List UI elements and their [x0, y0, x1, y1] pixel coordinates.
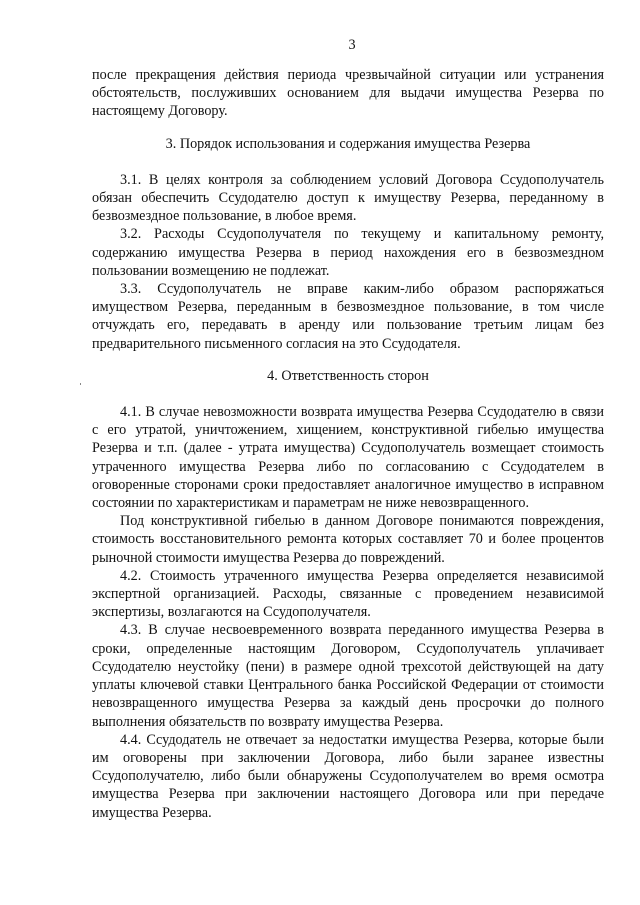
section-4-heading: 4. Ответственность сторон	[267, 367, 429, 384]
spacer	[92, 121, 604, 135]
page-number: 3	[348, 37, 356, 53]
clause-4-4: 4.4. Ссудодатель не отвечает за недостатки имущества Резерва, которые были им оговорены при заключении Договора, либо были заранее известны Ссудополучателю, либо были обнаружены Ссудополучателем во время осмотра имущества Резерва при заключении настоящего Договора или при передаче имущества Резерва.	[92, 731, 604, 821]
margin-mark	[80, 383, 81, 385]
clause-4-1: 4.1. В случае невозможности возврата имущества Резерва Ссудодателю в связи с его утратой, уничтожением, хищением, конструктивной гибелью имущества Резерва и т.п. (далее - утрата имущества) Ссудополучатель возмещает стоимость утраченного имущества Резерва либо по согласованию с Ссудодателем в оговоренные сторонами сроки предоставляет аналогичное имущество в исправном состоянии по характеристикам и параметрам не ниже невозвращенного.	[92, 404, 604, 512]
spacer	[92, 353, 604, 367]
clause-4-1-definition: Под конструктивной гибелью в данном Договоре понимаются повреждения, стоимость восстановительного ремонта которых составляет 70 и более процентов рыночной стоимости имущества Резерва до повреждений.	[92, 513, 604, 566]
spacer	[92, 153, 604, 171]
clause-3-2: 3.2. Расходы Ссудополучателя по текущему и капитальному ремонту, содержанию имущества Резерва в период нахождения его в безвозмездном пользовании возмещению не подлежат.	[92, 226, 604, 279]
document-page	[92, 36, 604, 822]
spacer	[92, 385, 604, 403]
section-3-heading: 3. Порядок использования и содержания имущества Резерва	[165, 135, 531, 152]
clause-4-2: 4.2. Стоимость утраченного имущества Резерва определяется независимой экспертной организацией. Расходы, связанные с проведением независимой экспертизы, возлагаются на Ссудополучателя.	[92, 567, 604, 621]
clause-3-3: 3.3. Ссудополучатель не вправе каким-либо образом распоряжаться имуществом Резерва, переданным в безвозмездное пользование, в том числе отчуждать его, передавать в аренду или пользование третьим лицам без предварительного письменного согласия на это Ссудодателя.	[92, 281, 604, 352]
clause-3-1: 3.1. В целях контроля за соблюдением условий Договора Ссудополучатель обязан обеспечить Ссудодателю доступ к имуществу Резерва, переданному в безвозмездное пользование, в любое время.	[92, 171, 604, 225]
continuation-paragraph: после прекращения действия периода чрезвычайной ситуации или устранения обстоятельств, послуживших основанием для выдачи имущества Резерва по настоящему Договору.	[92, 67, 604, 120]
clause-4-3: 4.3. В случае несвоевременного возврата переданного имущества Резерва в сроки, определенные настоящим Договором, Ссудополучатель уплачивает Ссудодателю неустойку (пени) в размере одной трехсотой действующей на дату уплаты ключевой ставки Центрального банка Российской Федерации от стоимости невозвращенного имущества Резерва за каждый день просрочки до полного выполнения обязательств по возврату имущества Резерва.	[92, 622, 604, 730]
